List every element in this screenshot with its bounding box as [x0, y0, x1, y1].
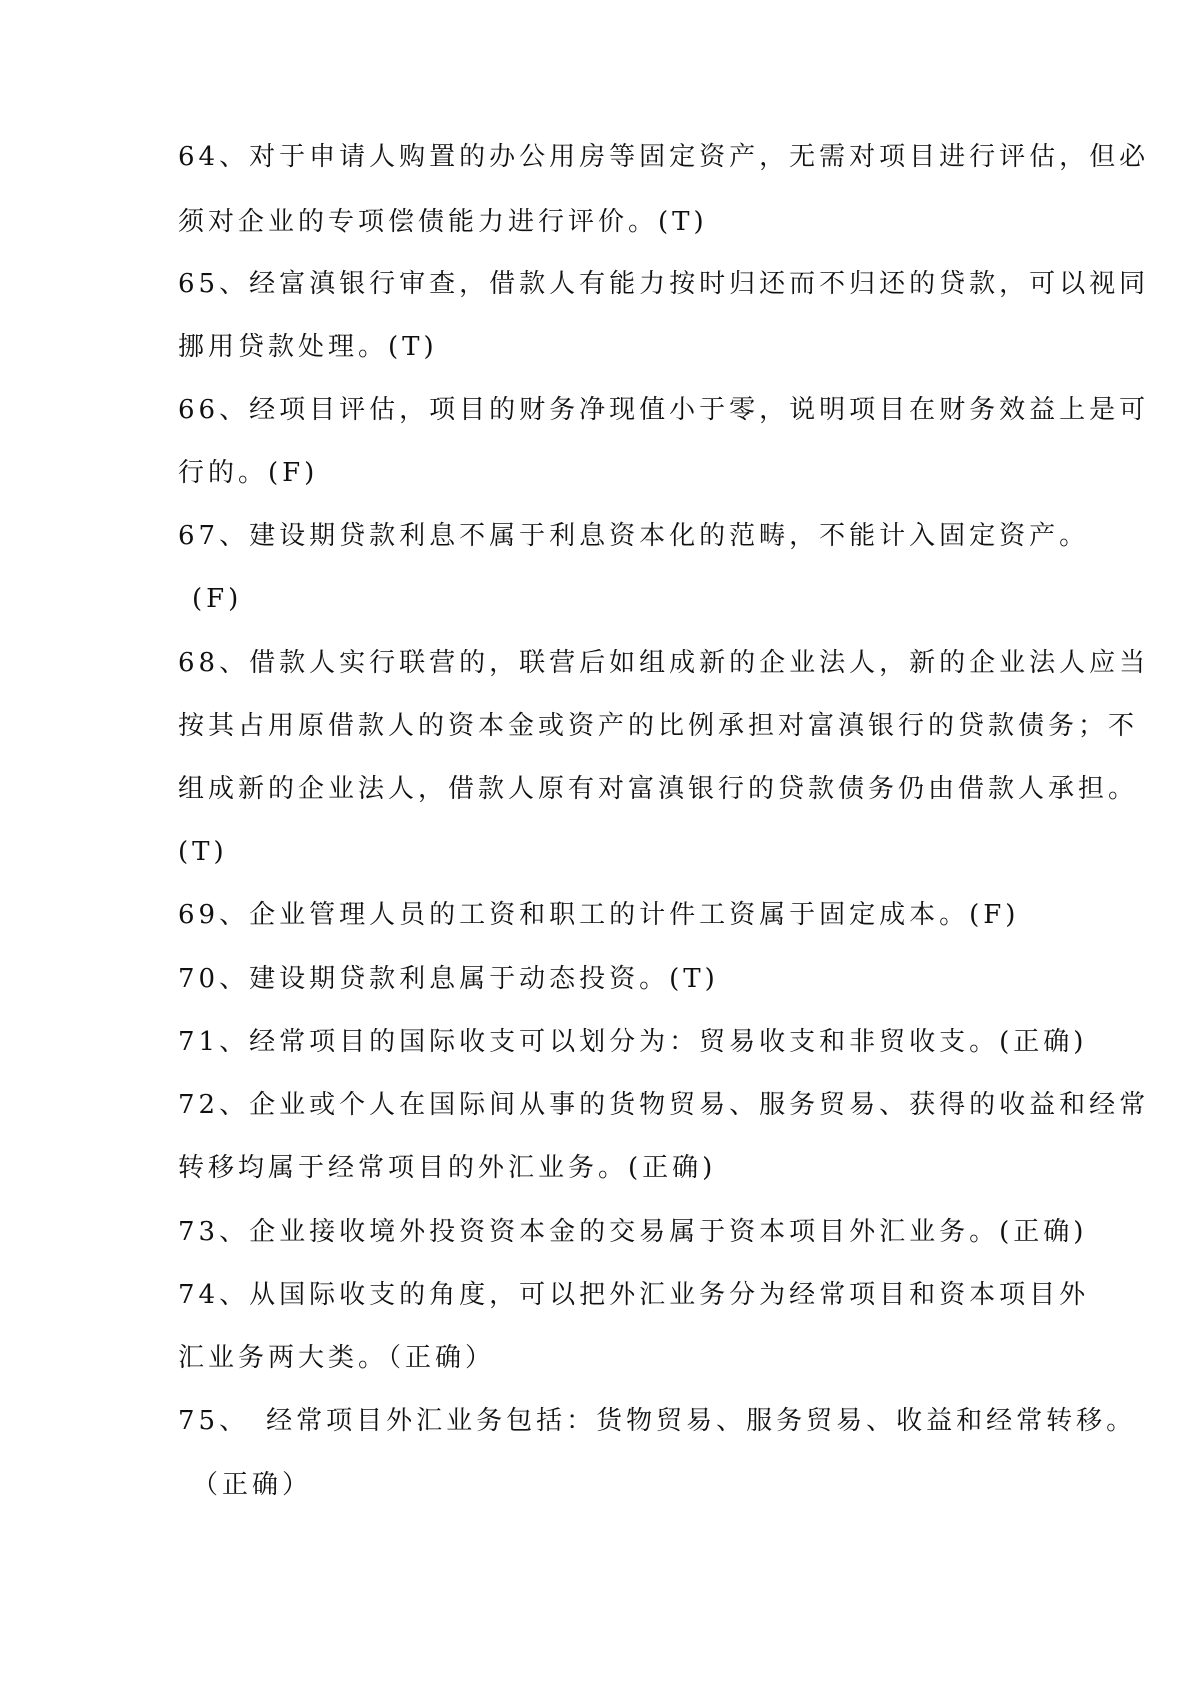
text-line: 按其占用原借款人的资本金或资产的比例承担对富滇银行的贷款债务；不 [178, 711, 1139, 741]
text-line: 68、借款人实行联营的，联营后如组成新的企业法人，新的企业法人应当 [178, 648, 1150, 678]
text-line: 须对企业的专项偿债能力进行评价。(T) [178, 207, 708, 237]
text-line: (T) [178, 837, 228, 867]
text-line: 73、企业接收境外投资资本金的交易属于资本项目外汇业务。(正确) [178, 1217, 1088, 1247]
text-line: 70、建设期贷款利息属于动态投资。(T) [178, 964, 719, 994]
text-line: 64、对于申请人购置的办公用房等固定资产，无需对项目进行评估，但必 [178, 142, 1150, 172]
text-line: 65、经富滇银行审查，借款人有能力按时归还而不归还的贷款，可以视同 [178, 269, 1150, 299]
text-line: 组成新的企业法人，借款人原有对富滇银行的贷款债务仍由借款人承担。 [178, 774, 1139, 804]
text-line: (F) [192, 584, 243, 614]
text-line: 74、从国际收支的角度，可以把外汇业务分为经常项目和资本项目外 [178, 1280, 1090, 1310]
text-line: 行的。(F) [178, 458, 319, 488]
text-line: 72、企业或个人在国际间从事的货物贸易、服务贸易、获得的收益和经常 [178, 1090, 1150, 1120]
text-line: 67、建设期贷款利息不属于利息资本化的范畴，不能计入固定资产。 [178, 521, 1090, 551]
text-line: 66、经项目评估，项目的财务净现值小于零，说明项目在财务效益上是可 [178, 395, 1150, 425]
text-line: 71、经常项目的国际收支可以划分为：贸易收支和非贸收支。(正确) [178, 1027, 1088, 1057]
text-line: 69、企业管理人员的工资和职工的计件工资属于固定成本。(F) [178, 900, 1020, 930]
text-line: 挪用贷款处理。(T) [178, 332, 438, 362]
text-line: （正确） [192, 1470, 313, 1500]
text-line: 75、 经常项目外汇业务包括：货物贸易、服务贸易、收益和经常转移。 [178, 1406, 1137, 1436]
text-line: 转移均属于经常项目的外汇业务。(正确) [178, 1153, 717, 1183]
text-line: 汇业务两大类。（正确） [178, 1343, 496, 1373]
